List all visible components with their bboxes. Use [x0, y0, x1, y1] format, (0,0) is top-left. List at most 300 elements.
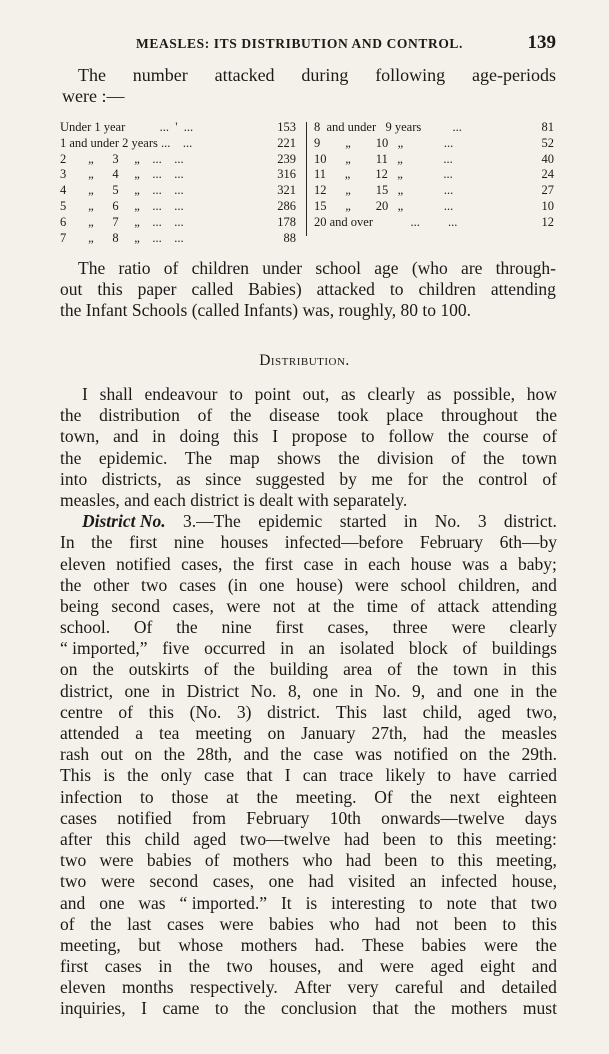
intro-paragraph: [62, 65, 556, 107]
word: This: [60, 765, 92, 786]
word: of: [204, 850, 220, 871]
word: the: [488, 744, 510, 765]
attacked-count: 12: [541, 214, 554, 229]
word: the: [176, 617, 198, 638]
word: measles: [501, 723, 557, 743]
word: in: [510, 680, 525, 701]
word: being: [60, 595, 99, 616]
word: this: [148, 701, 174, 722]
text-line: [60, 681, 557, 702]
word: district.: [267, 701, 321, 722]
word: eight: [480, 956, 516, 977]
word: this: [456, 828, 483, 849]
text-line: [60, 300, 556, 321]
word: in: [502, 659, 517, 680]
word: the: [60, 574, 82, 595]
age-range-label: 8 and under 9 years ...: [314, 120, 462, 134]
word: (in: [227, 574, 248, 595]
word: can: [302, 765, 328, 786]
word: town,: [60, 426, 100, 447]
word: to: [229, 384, 243, 404]
word: this: [105, 828, 131, 849]
word: two,: [526, 701, 557, 722]
age-table-row: [60, 183, 298, 199]
word: epidemic.: [98, 447, 168, 468]
word: attended: [60, 723, 120, 743]
word: doing: [179, 426, 220, 447]
attacked-count: 81: [541, 120, 554, 134]
word: that: [490, 892, 517, 913]
word: out,: [302, 384, 330, 404]
word: tea: [158, 723, 180, 743]
word: February: [246, 807, 310, 828]
word: this: [457, 850, 483, 871]
word: from: [191, 807, 226, 828]
age-table-left-column: [60, 120, 298, 246]
word: this: [97, 279, 123, 299]
word: three: [392, 617, 428, 638]
text-line: [60, 871, 557, 892]
word: an: [409, 871, 427, 892]
word: Babies): [248, 279, 302, 299]
age-range-label: 12 „ 15 „ ...: [314, 183, 454, 198]
age-table-row: [60, 199, 298, 215]
word: 29th.: [521, 744, 557, 765]
word: and: [531, 574, 557, 595]
word: and: [459, 977, 486, 998]
word: this: [531, 659, 557, 680]
word: the: [163, 744, 185, 765]
age-range-label: Under 1 year ... ' ...: [60, 120, 194, 134]
word: came: [162, 998, 200, 1019]
word: one: [99, 892, 125, 913]
word: were: [99, 850, 134, 871]
word: me: [371, 468, 393, 489]
word: These: [362, 934, 404, 955]
word: I: [272, 426, 279, 447]
word: houses,: [269, 956, 322, 977]
text-line: [60, 511, 557, 532]
attacked-count: 10: [541, 198, 554, 213]
word: had: [375, 913, 401, 934]
text-line: [60, 723, 557, 744]
word: notified: [117, 807, 172, 828]
age-range-label: 4 „ 5 „ ... ...: [60, 183, 184, 198]
text-line: [60, 787, 557, 808]
word: attending: [491, 595, 557, 616]
word: children: [191, 258, 249, 278]
word: No.: [250, 680, 277, 701]
word: were: [226, 595, 261, 616]
word: house,: [511, 871, 557, 892]
table-divider: [306, 122, 307, 236]
word: days: [524, 807, 557, 828]
word: February: [419, 532, 484, 553]
running-title: MEASLES: ITS DISTRIBUTION AND CONTROL.: [136, 36, 463, 51]
word: the: [483, 447, 505, 468]
age-range-label: 15 „ 20 „ ...: [314, 198, 454, 213]
word: infection: [60, 786, 123, 807]
word: “ imported,”: [60, 638, 148, 659]
word: since: [205, 468, 242, 489]
word: clearly: [367, 384, 416, 404]
word: aged: [477, 701, 511, 722]
word: one: [312, 680, 338, 701]
word: block: [408, 638, 448, 659]
word: following: [375, 65, 446, 85]
word: aged: [430, 956, 464, 977]
word: nine: [221, 617, 252, 638]
word: cases,: [181, 553, 223, 574]
word: cases,: [212, 871, 255, 892]
word: of: [197, 405, 213, 426]
word: notified: [116, 553, 171, 574]
word: in: [161, 680, 176, 701]
word: attacked: [316, 279, 375, 299]
word: this: [233, 426, 259, 447]
word: of: [542, 426, 557, 447]
age-range-label: 10 „ 11 „ ...: [314, 151, 453, 166]
age-table-right-column: [314, 120, 556, 231]
text-line: [60, 977, 557, 998]
word: were: [483, 934, 518, 955]
word: map: [229, 447, 260, 468]
word: very: [347, 977, 379, 998]
word: mothers: [450, 998, 508, 1019]
word: the: [535, 934, 557, 955]
word: next: [449, 786, 480, 807]
word: school: [315, 258, 362, 278]
word: child,: [422, 701, 462, 722]
attacked-count: 153: [277, 120, 296, 134]
page-header: [60, 32, 560, 54]
text-line: [60, 617, 557, 638]
text-line: [60, 448, 557, 469]
word: mothers: [240, 934, 298, 955]
word: measles, and each district is dealt with separately.: [60, 489, 408, 510]
word: note: [446, 892, 477, 913]
word: was: [462, 553, 490, 574]
word: two: [60, 871, 87, 892]
word: case: [313, 744, 344, 765]
word: cases,: [172, 595, 214, 616]
word: child: [144, 828, 180, 849]
text-line: [60, 659, 557, 680]
word: how: [526, 384, 557, 404]
word: that: [372, 998, 399, 1019]
word: 3): [236, 701, 252, 722]
word: other: [93, 574, 130, 595]
word: meeting,: [60, 934, 121, 955]
word: occurred: [204, 638, 266, 659]
word: to: [360, 426, 375, 447]
section-heading: Distribution.: [259, 352, 350, 369]
attacked-count: 316: [277, 167, 296, 182]
word: rash: [60, 744, 90, 765]
word: in: [349, 680, 364, 701]
text-line: [60, 279, 556, 300]
word: each: [368, 553, 401, 574]
word: 10th: [329, 807, 361, 828]
word: are: [461, 258, 483, 278]
word: school.: [60, 617, 111, 638]
text-line: [60, 956, 557, 977]
age-range-label: 6 „ 7 „ ... ...: [60, 214, 184, 229]
text-line: [60, 426, 557, 447]
word: course: [482, 426, 529, 447]
word: town: [521, 447, 557, 468]
word: the: [229, 405, 252, 426]
word: attack: [437, 595, 480, 616]
word: one: [259, 574, 285, 595]
word: last: [127, 913, 152, 934]
word: first: [275, 617, 304, 638]
word: out: [60, 279, 83, 299]
word: This: [335, 701, 367, 722]
word: town: [453, 659, 489, 680]
word: the: [90, 913, 112, 934]
text-line: [60, 893, 557, 914]
word: called: [191, 279, 234, 299]
age-range-label: 7 „ 8 „ ... ...: [60, 230, 184, 245]
word: to: [139, 786, 154, 807]
word: last: [382, 701, 407, 722]
word: in: [344, 553, 358, 574]
word: first: [264, 553, 293, 574]
word: onwards—twelve: [381, 807, 505, 828]
word: propose: [291, 426, 348, 447]
word: into: [60, 468, 88, 489]
word: second: [111, 595, 161, 616]
word: took: [337, 405, 369, 426]
word: as: [341, 384, 356, 404]
word: been: [384, 850, 418, 871]
word: cases: [166, 913, 204, 934]
word: the: [256, 786, 278, 807]
word: been: [453, 913, 487, 934]
word: (who: [411, 258, 448, 278]
word: visited: [348, 871, 396, 892]
word: 27th,: [371, 723, 407, 743]
word: two: [60, 850, 87, 871]
text-line: [60, 596, 557, 617]
word: house): [296, 574, 343, 595]
word: those: [171, 786, 209, 807]
text-line: [60, 765, 557, 786]
word: disease: [269, 405, 320, 426]
word: eighteen: [497, 786, 557, 807]
word: I: [141, 998, 147, 1019]
word: had: [308, 871, 334, 892]
text-line: [60, 405, 557, 426]
word: second: [149, 871, 199, 892]
intro-line-1: [62, 65, 556, 86]
text-line: [60, 575, 557, 596]
word: case: [204, 765, 235, 786]
word: District No.: [82, 511, 166, 532]
word: the: [232, 553, 255, 574]
word: this: [531, 913, 557, 934]
word: the: [91, 532, 113, 553]
age-table-row: [314, 199, 556, 215]
word: No.: [434, 511, 461, 532]
word: interesting: [331, 892, 406, 913]
word: children: [418, 279, 476, 299]
word: two: [141, 574, 168, 595]
ratio-paragraph: [60, 258, 556, 321]
word: building: [269, 659, 329, 680]
word: but: [138, 934, 161, 955]
age-range-label: 20 and over ... ...: [314, 214, 458, 229]
word: only: [160, 765, 192, 786]
word: cases: [179, 574, 217, 595]
word: were: [379, 956, 414, 977]
word: on: [60, 659, 78, 680]
word: were: [100, 871, 135, 892]
text-line: [60, 258, 556, 279]
word: cases: [60, 807, 97, 828]
word: control: [478, 468, 528, 489]
word: nine: [173, 532, 204, 553]
word: not: [272, 595, 296, 616]
text-line: [60, 532, 557, 553]
word: age-periods: [472, 65, 556, 85]
word: by: [339, 468, 357, 489]
word: on: [459, 744, 478, 765]
age-table-row: [314, 120, 556, 136]
word: the: [188, 956, 210, 977]
word: distribution: [99, 405, 180, 426]
word: number: [132, 65, 188, 85]
word: the: [447, 426, 470, 447]
word: inquiries,: [60, 998, 126, 1019]
word: is: [103, 765, 115, 786]
word: time: [366, 595, 398, 616]
age-table-row: [60, 136, 298, 152]
word: meeting.: [295, 786, 357, 807]
word: the: [60, 405, 82, 426]
word: five: [162, 638, 190, 659]
word: After: [294, 977, 332, 998]
intro-line-2: were :—: [62, 86, 125, 106]
word: were: [219, 913, 254, 934]
text-line: [60, 744, 557, 765]
word: of: [462, 638, 478, 659]
attacked-count: 24: [541, 167, 554, 182]
word: and: [113, 426, 139, 447]
word: area: [343, 659, 373, 680]
age-table-row: [314, 152, 556, 168]
word: 3.—The: [182, 511, 241, 532]
word: to: [389, 279, 404, 299]
word: shall: [99, 384, 133, 404]
word: to: [502, 913, 517, 934]
word: the: [535, 405, 557, 426]
word: shows: [277, 447, 321, 468]
word: had.: [314, 934, 345, 955]
word: the: [414, 998, 436, 1019]
word: “ imported.”: [179, 892, 268, 913]
word: houses: [220, 532, 269, 553]
word: throughout: [441, 405, 518, 426]
word: to: [418, 892, 433, 913]
text-line: [60, 490, 557, 511]
word: to: [437, 765, 452, 786]
word: outskirts: [128, 659, 190, 680]
word: possible,: [453, 384, 515, 404]
word: suggested: [255, 468, 325, 489]
word: districts,: [101, 468, 162, 489]
word: the: [280, 744, 302, 765]
word: one: [124, 680, 150, 701]
word: had: [422, 723, 449, 743]
word: infected: [440, 871, 498, 892]
word: of: [410, 595, 426, 616]
age-table-row: [60, 152, 298, 168]
word: to: [430, 850, 445, 871]
word: 3: [477, 511, 487, 532]
word: babies: [421, 934, 467, 955]
word: the: [464, 723, 486, 743]
word: months: [122, 977, 174, 998]
word: cases,: [327, 617, 369, 638]
word: two: [530, 892, 557, 913]
word: the: [416, 659, 439, 680]
word: the: [338, 447, 360, 468]
word: after: [60, 828, 93, 849]
word: at: [226, 786, 239, 807]
age-range-label: 2 „ 3 „ ... ...: [60, 151, 184, 166]
word: place: [386, 405, 424, 426]
age-range-label: 11 „ 12 „ ...: [314, 167, 453, 182]
attacked-count: 27: [541, 183, 554, 198]
word: case: [303, 553, 334, 574]
word: and: [531, 956, 557, 977]
word: was: [138, 892, 166, 913]
word: the: [535, 680, 557, 701]
word: and: [337, 956, 364, 977]
attacked-count: 178: [277, 214, 296, 229]
text-line: [60, 998, 557, 1019]
page-number: 139: [527, 32, 556, 53]
word: had: [343, 828, 370, 849]
word: Of: [133, 617, 153, 638]
word: had: [345, 850, 372, 871]
word: ratio: [118, 258, 151, 278]
word: paper: [137, 279, 177, 299]
word: buildings: [491, 638, 557, 659]
word: Of: [374, 786, 393, 807]
word: centre: [60, 701, 103, 722]
text-line: [60, 702, 557, 723]
age-range-label: 3 „ 4 „ ... ...: [60, 167, 184, 182]
word: at: [307, 595, 321, 616]
word: in: [280, 638, 294, 659]
age-range-label: 1 and under 2 years ... ...: [60, 135, 193, 150]
word: two—twelve: [239, 828, 331, 849]
word: the: [244, 998, 266, 1019]
word: were: [451, 617, 486, 638]
word: the: [410, 786, 432, 807]
word: that: [246, 765, 273, 786]
word: on: [267, 723, 286, 743]
word: I: [284, 765, 291, 786]
word: the Infant Schools (called Infants) was, roughly, 80 to 100.: [60, 300, 471, 320]
word: 6th—by: [499, 532, 557, 553]
word: district,: [60, 680, 113, 701]
text-line: [60, 935, 557, 956]
word: point: [254, 384, 291, 404]
